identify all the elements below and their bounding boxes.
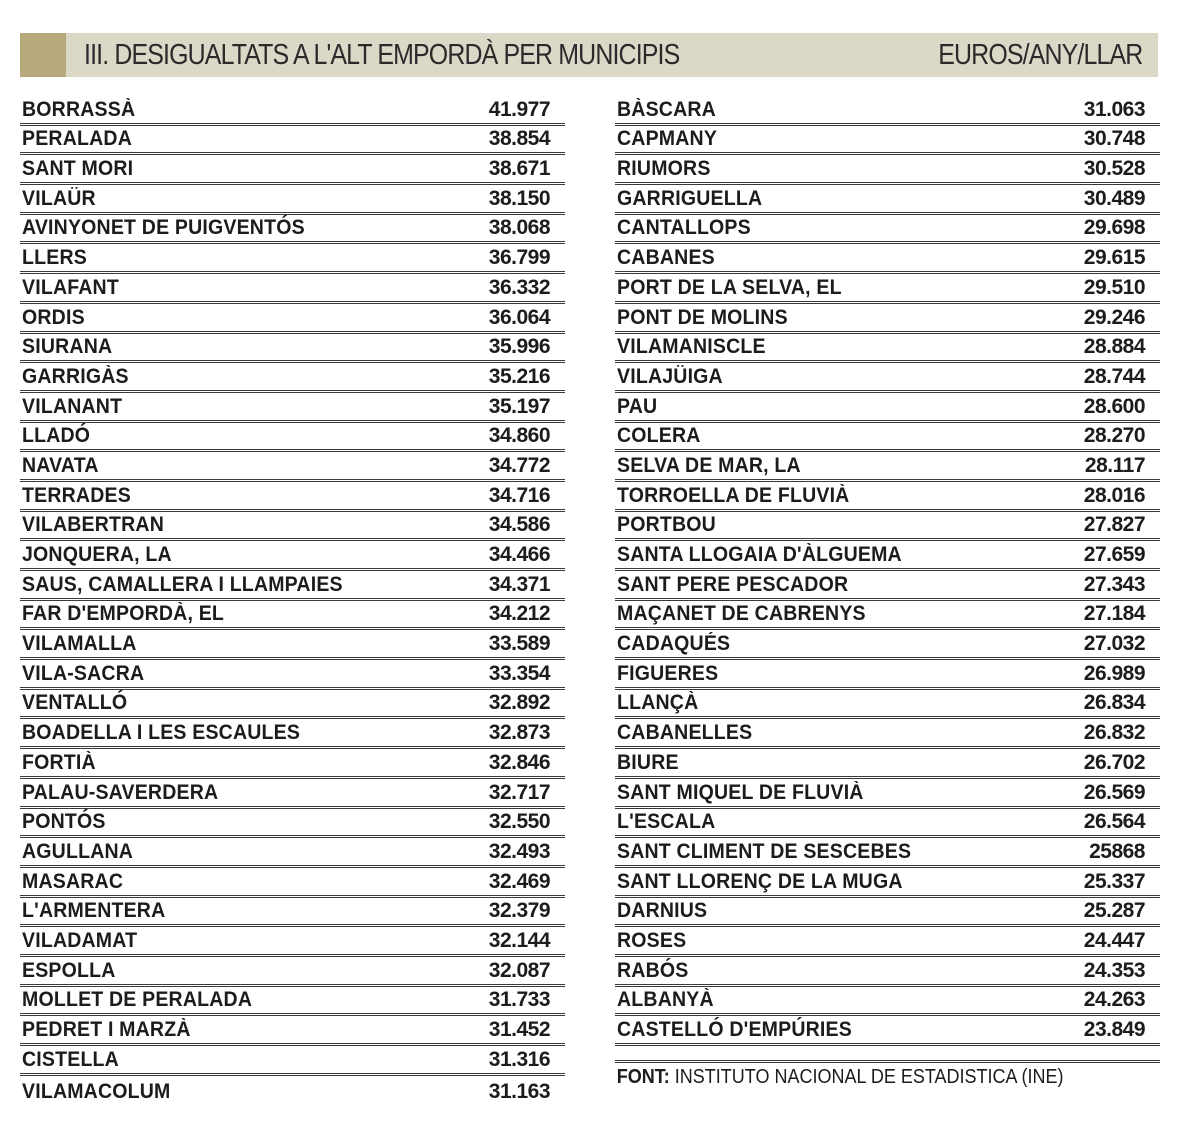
table-row: [20, 274, 565, 304]
income-value: 26.834: [1083, 691, 1145, 715]
municipality-name: BOADELLA I LES ESCAULES: [22, 721, 301, 745]
income-value: 32.717: [488, 780, 550, 804]
income-value: 31.733: [488, 988, 550, 1012]
income-value: 26.569: [1083, 780, 1145, 804]
municipality-name: COLERA: [617, 424, 701, 448]
income-value: 25.287: [1083, 899, 1145, 923]
table-row: [615, 719, 1160, 749]
municipality-name: VILANANT: [22, 394, 123, 418]
table-row: [615, 452, 1160, 482]
income-value: 32.846: [488, 750, 550, 774]
municipality-name: DARNIUS: [617, 899, 708, 923]
municipality-name: PONTÓS: [22, 810, 106, 834]
units-label: EUROS/ANY/LLAR: [937, 39, 1142, 71]
municipality-name: L'ESCALA: [617, 810, 716, 834]
table-row: [615, 363, 1160, 393]
income-value: 26.702: [1083, 750, 1145, 774]
table-row: [615, 482, 1160, 512]
right-column-list: [615, 96, 1160, 1091]
income-value: 38.671: [488, 157, 550, 181]
income-value: 32.469: [488, 869, 550, 893]
municipality-name: MOLLET DE PERALADA: [22, 988, 253, 1012]
income-value: 35.216: [488, 364, 550, 388]
income-value: 32.087: [488, 958, 550, 982]
table-row: [615, 185, 1160, 215]
income-value: 38.068: [488, 216, 550, 240]
income-value: 38.854: [488, 127, 550, 151]
income-value: 28.270: [1083, 424, 1145, 448]
municipality-name: ORDIS: [22, 305, 85, 329]
table-row: [20, 244, 565, 274]
table-row: [615, 244, 1160, 274]
table-row: [20, 601, 565, 631]
municipality-name: SIURANA: [22, 335, 113, 359]
municipality-name: VILAJÜIGA: [617, 364, 723, 388]
table-row: [615, 571, 1160, 601]
municipality-name: PORT DE LA SELVA, EL: [617, 275, 842, 299]
municipality-name: MAÇANET DE CABRENYS: [617, 602, 866, 626]
table-row: [615, 423, 1160, 453]
table-row: [615, 690, 1160, 720]
table-row: [20, 185, 565, 215]
table-row: [615, 155, 1160, 185]
table-row: [20, 1046, 565, 1076]
municipality-name: L'ARMENTERA: [22, 899, 166, 923]
municipality-name: BÀSCARA: [617, 97, 716, 121]
table-row: [615, 512, 1160, 542]
income-value: 28.884: [1083, 335, 1145, 359]
table-row: [20, 512, 565, 542]
municipality-name: FAR D'EMPORDÀ, EL: [22, 602, 225, 626]
municipality-name: RABÓS: [617, 958, 689, 982]
table-row: [20, 927, 565, 957]
table-row: [615, 274, 1160, 304]
table-row: [615, 215, 1160, 245]
income-value: 34.371: [488, 572, 550, 596]
table-row: [20, 541, 565, 571]
table-row: [20, 868, 565, 898]
income-value: 26.832: [1083, 721, 1145, 745]
table-row: [20, 630, 565, 660]
municipality-name: ALBANYÀ: [617, 988, 714, 1012]
municipality-name: BORRASSÀ: [22, 97, 136, 121]
income-value: 25868: [1089, 839, 1145, 863]
table-row: [20, 126, 565, 156]
income-value: 28.600: [1083, 394, 1145, 418]
table-row: [20, 571, 565, 601]
income-value: 26.564: [1083, 810, 1145, 834]
income-value: 32.550: [488, 810, 550, 834]
table-row: [615, 126, 1160, 156]
table-row: [615, 749, 1160, 779]
municipality-name: PAU: [617, 394, 658, 418]
table-row: [20, 482, 565, 512]
table-row: [615, 541, 1160, 571]
table-row: [20, 809, 565, 839]
income-value: 27.343: [1083, 572, 1145, 596]
source-label: FONT:: [616, 1066, 670, 1088]
table-row: [615, 660, 1160, 690]
income-value: 29.615: [1083, 246, 1145, 270]
income-value: 41.977: [488, 97, 550, 121]
table-row: [20, 334, 565, 364]
table-row: [20, 363, 565, 393]
municipality-name: LLADÓ: [22, 424, 91, 448]
table-row: [615, 334, 1160, 364]
income-value: 34.860: [488, 424, 550, 448]
table-row: [615, 987, 1160, 1017]
municipality-name: CABANES: [617, 246, 715, 270]
income-value: 32.873: [488, 721, 550, 745]
table-row: [615, 957, 1160, 987]
municipality-name: CISTELLA: [22, 1047, 119, 1071]
income-value: 23.849: [1083, 1018, 1145, 1041]
income-value: 32.493: [488, 839, 550, 863]
municipality-name: SAUS, CAMALLERA I LLAMPAIES: [22, 572, 343, 596]
table-row: [615, 601, 1160, 631]
table-row: [615, 868, 1160, 898]
income-value: 28.744: [1083, 364, 1145, 388]
municipality-name: VILAÜR: [22, 186, 96, 210]
municipality-name: ROSES: [617, 928, 687, 952]
income-value: 33.589: [488, 632, 550, 656]
municipality-name: AGULLANA: [22, 839, 134, 863]
income-value: 36.064: [488, 305, 550, 329]
municipality-name: SELVA DE MAR, LA: [617, 453, 801, 477]
income-value: 32.892: [488, 691, 550, 715]
source-note: [615, 1063, 1106, 1091]
income-value: 27.827: [1083, 513, 1145, 537]
municipality-name: VILABERTRAN: [22, 513, 165, 537]
municipality-name: JONQUERA, LA: [22, 543, 172, 566]
municipality-name: TERRADES: [22, 483, 131, 507]
income-value: 33.354: [488, 661, 550, 685]
table-row: [20, 749, 565, 779]
table-row: [20, 838, 565, 868]
municipality-name: PONT DE MOLINS: [617, 305, 788, 329]
municipality-name: SANT MIQUEL DE FLUVIÀ: [617, 780, 864, 804]
municipality-name: CANTALLOPS: [617, 216, 751, 240]
income-value: 31.316: [488, 1047, 550, 1071]
table-row: [615, 1016, 1160, 1046]
municipality-name: MASARAC: [22, 869, 124, 893]
table-row: [20, 719, 565, 749]
table-header-band: [20, 33, 1158, 77]
municipality-name: SANT MORI: [22, 157, 134, 181]
municipality-name: SANT PERE PESCADOR: [617, 572, 849, 596]
income-value: 35.197: [488, 394, 550, 418]
income-value: 29.510: [1083, 275, 1145, 299]
municipality-name: AVINYONET DE PUIGVENTÓS: [22, 216, 305, 240]
table-row: [615, 304, 1160, 334]
income-value: 26.989: [1083, 661, 1145, 685]
table-row: [615, 96, 1160, 126]
municipality-name: VILA-SACRA: [22, 661, 145, 685]
income-value: 31.452: [488, 1018, 550, 1041]
income-value: 34.212: [488, 602, 550, 626]
income-value: 27.032: [1083, 632, 1145, 656]
table-row: [615, 898, 1160, 928]
municipality-name: LLERS: [22, 246, 87, 270]
municipality-name: PERALADA: [22, 127, 133, 151]
income-value: 34.772: [488, 453, 550, 477]
table-row: [615, 393, 1160, 423]
municipality-name: FORTIÀ: [22, 750, 96, 774]
municipality-name: VILADAMAT: [22, 928, 138, 952]
income-value: 24.353: [1083, 958, 1145, 982]
income-value: 25.337: [1083, 869, 1145, 893]
municipality-name: TORROELLA DE FLUVIÀ: [617, 483, 850, 507]
municipality-name: RIUMORS: [617, 157, 711, 181]
income-value: 24.447: [1083, 928, 1145, 952]
table-row: [20, 423, 565, 453]
income-value: 30.748: [1083, 127, 1145, 151]
municipality-name: CABANELLES: [617, 721, 753, 745]
income-value: 27.659: [1083, 543, 1145, 566]
municipality-name: LLANÇÀ: [617, 691, 699, 715]
municipality-name: CAPMANY: [617, 127, 718, 151]
income-value: 32.144: [488, 928, 550, 952]
income-value: 30.489: [1083, 186, 1145, 210]
municipality-name: VILAMACOLUM: [22, 1080, 171, 1104]
income-value: 28.016: [1083, 483, 1145, 507]
table-row: [615, 809, 1160, 839]
table-row: [615, 838, 1160, 868]
table-row: [20, 452, 565, 482]
municipality-name: NAVATA: [22, 453, 99, 477]
municipality-name: SANT LLORENÇ DE LA MUGA: [617, 869, 903, 893]
municipality-name: GARRIGÀS: [22, 364, 129, 388]
municipality-name: VILAMANISCLE: [617, 335, 766, 359]
income-value: 34.586: [488, 513, 550, 537]
left-column-list: [20, 96, 565, 1105]
income-value: 32.379: [488, 899, 550, 923]
income-value: 31.163: [488, 1080, 550, 1104]
income-value: 29.698: [1083, 216, 1145, 240]
source-text: INSTITUTO NACIONAL DE ESTADISTICA (INE): [669, 1066, 1064, 1088]
table-row: [20, 215, 565, 245]
municipality-name: SANTA LLOGAIA D'ÀLGUEMA: [617, 543, 902, 566]
income-value: 38.150: [488, 186, 550, 210]
income-value: 24.263: [1083, 988, 1145, 1012]
table-row: [20, 690, 565, 720]
municipality-name: FIGUERES: [617, 661, 719, 685]
municipality-name: PALAU-SAVERDERA: [22, 780, 219, 804]
table-row: [615, 927, 1160, 957]
income-value: 30.528: [1083, 157, 1145, 181]
municipality-name: VILAMALLA: [22, 632, 137, 656]
income-value: 28.117: [1084, 453, 1145, 477]
table-row: [20, 393, 565, 423]
table-title: III. DESIGUALTATS A L'ALT EMPORDÀ PER MUNICIPIS: [84, 38, 680, 71]
income-value: 34.716: [488, 483, 550, 507]
table-row: [20, 660, 565, 690]
table-row: [615, 779, 1160, 809]
income-value: 29.246: [1083, 305, 1145, 329]
table-row: [20, 96, 565, 126]
municipality-name: PORTBOU: [617, 513, 716, 537]
income-value: 31.063: [1083, 97, 1145, 121]
municipality-name: PEDRET I MARZÀ: [22, 1018, 191, 1041]
municipality-name: ESPOLLA: [22, 958, 116, 982]
municipality-name: GARRIGUELLA: [617, 186, 763, 210]
municipality-name: SANT CLIMENT DE SESCEBES: [617, 839, 912, 863]
header-color-swatch: [20, 33, 66, 77]
table-row: [20, 155, 565, 185]
municipality-name: CADAQUÉS: [617, 632, 731, 656]
income-value: 36.799: [488, 246, 550, 270]
municipality-name: VILAFANT: [22, 275, 119, 299]
income-value: 35.996: [488, 335, 550, 359]
table-row: [615, 630, 1160, 660]
table-row: [20, 898, 565, 928]
income-value: 27.184: [1083, 602, 1145, 626]
income-value: 36.332: [488, 275, 550, 299]
table-row: [20, 1016, 565, 1046]
table-row: [20, 987, 565, 1017]
municipality-name: BIURE: [617, 750, 679, 774]
table-row: [20, 957, 565, 987]
municipality-name: CASTELLÓ D'EMPÚRIES: [617, 1018, 852, 1041]
table-row: [20, 304, 565, 334]
income-value: 34.466: [488, 543, 550, 566]
table-row: [20, 779, 565, 809]
municipality-name: VENTALLÓ: [22, 691, 128, 715]
table-row: [20, 1076, 565, 1106]
